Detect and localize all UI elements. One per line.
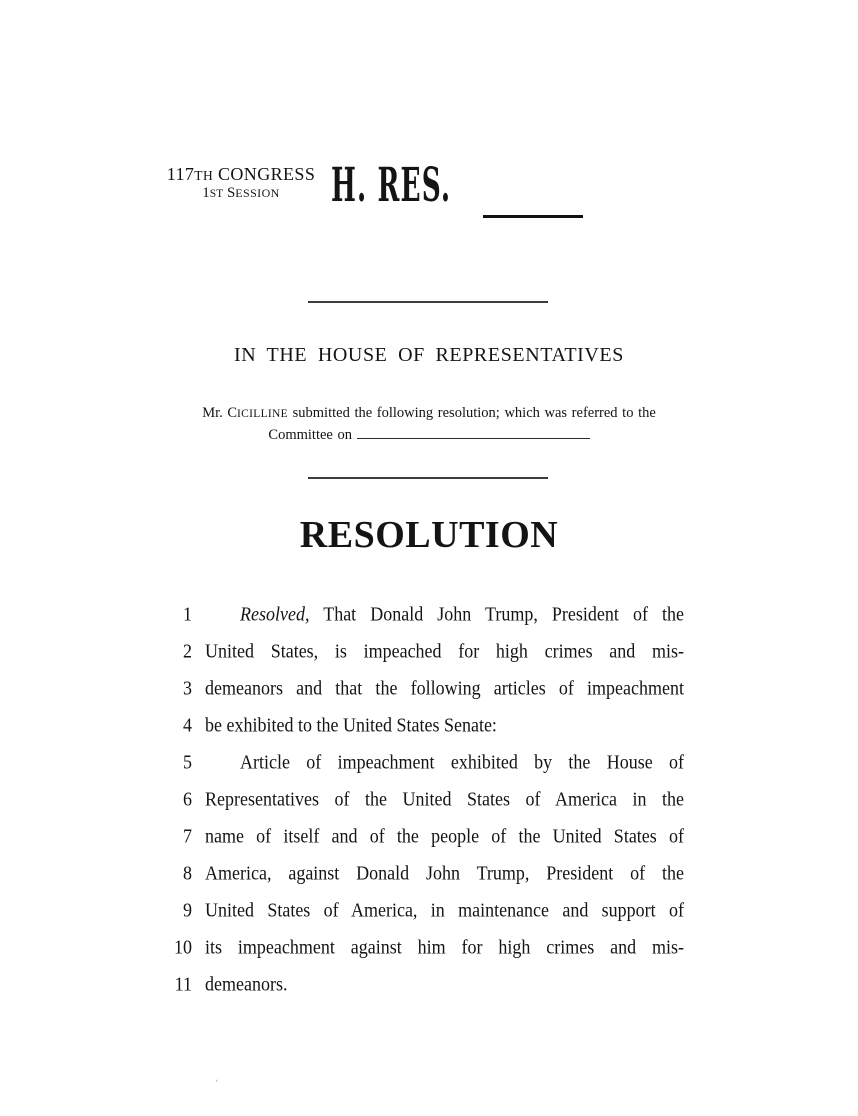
line-number: 8 bbox=[183, 861, 192, 885]
line-text: be exhibited to the United States Senate: bbox=[205, 713, 497, 737]
line-number: 2 bbox=[183, 639, 192, 663]
line-text: demeanors. bbox=[205, 972, 288, 996]
body-line bbox=[0, 779, 858, 820]
body-line bbox=[0, 631, 858, 672]
bill-number-heading: H. RES. bbox=[331, 158, 452, 213]
congress-number: 117 bbox=[166, 164, 195, 184]
line-text: name of itself and of the people of the United States of bbox=[205, 824, 684, 848]
line-text: Article of impeachment exhibited by the House of bbox=[240, 750, 684, 774]
session-number: 1 bbox=[202, 184, 210, 201]
line-number: 10 bbox=[174, 935, 192, 959]
line-number: 5 bbox=[183, 750, 192, 774]
line-text: United States of America, in maintenance and support of bbox=[205, 898, 684, 922]
line-text: United States, is impeached for high crimes and mis- bbox=[205, 639, 684, 663]
line-number: 3 bbox=[183, 676, 192, 700]
scan-artifact-mark: ʹ bbox=[216, 1078, 218, 1088]
body-line bbox=[0, 668, 858, 709]
body-line bbox=[0, 853, 858, 894]
congress-ordinal: TH bbox=[194, 168, 214, 183]
bill-number-blank-line bbox=[483, 215, 583, 218]
session-label-initial: S bbox=[226, 184, 236, 201]
line-text: America, against Donald John Trump, President of the bbox=[205, 861, 684, 885]
resolution-body bbox=[0, 596, 858, 1003]
congress-label: CONGRESS bbox=[218, 164, 316, 184]
line-text: demeanors and that the following articles of impeachment bbox=[205, 676, 684, 700]
body-line bbox=[0, 705, 858, 746]
line-text: Resolved, That Donald John Trump, President of the bbox=[240, 602, 684, 626]
body-line bbox=[0, 964, 858, 1005]
body-line bbox=[0, 927, 858, 968]
line-number: 7 bbox=[183, 824, 192, 848]
separator-rule-top bbox=[308, 301, 548, 303]
line-number: 11 bbox=[174, 972, 192, 996]
separator-rule-middle bbox=[308, 477, 548, 479]
congress-session-block bbox=[166, 165, 316, 202]
line-text: Representatives of the United States of America in the bbox=[205, 787, 684, 811]
action-text: submitted the following resolution; which was referred to the bbox=[288, 405, 656, 421]
committee-blank-line bbox=[357, 426, 590, 439]
chamber-heading: IN THE HOUSE OF REPRESENTATIVES bbox=[234, 344, 624, 366]
committee-label: Committee on bbox=[268, 427, 352, 443]
body-line bbox=[0, 594, 858, 635]
session-line bbox=[166, 186, 316, 202]
line-number: 9 bbox=[183, 898, 192, 922]
session-ordinal: ST bbox=[209, 187, 224, 200]
session-label-rest: ESSION bbox=[235, 185, 280, 200]
sponsor-lead: Mr. C bbox=[202, 405, 238, 421]
body-line bbox=[0, 742, 858, 783]
line-number: 4 bbox=[183, 713, 192, 737]
sponsor-name-small-caps: ICILLINE bbox=[237, 408, 288, 420]
body-line bbox=[0, 890, 858, 931]
line-text: its impeachment against him for high crimes and mis- bbox=[205, 935, 684, 959]
resolution-title: RESOLUTION bbox=[299, 514, 559, 556]
body-line bbox=[0, 816, 858, 857]
line-number: 1 bbox=[183, 602, 192, 626]
congress-line bbox=[166, 165, 316, 184]
sponsor-action-paragraph bbox=[129, 403, 729, 446]
line-number: 6 bbox=[183, 787, 192, 811]
resolved-italic: Resolved, bbox=[240, 602, 310, 626]
